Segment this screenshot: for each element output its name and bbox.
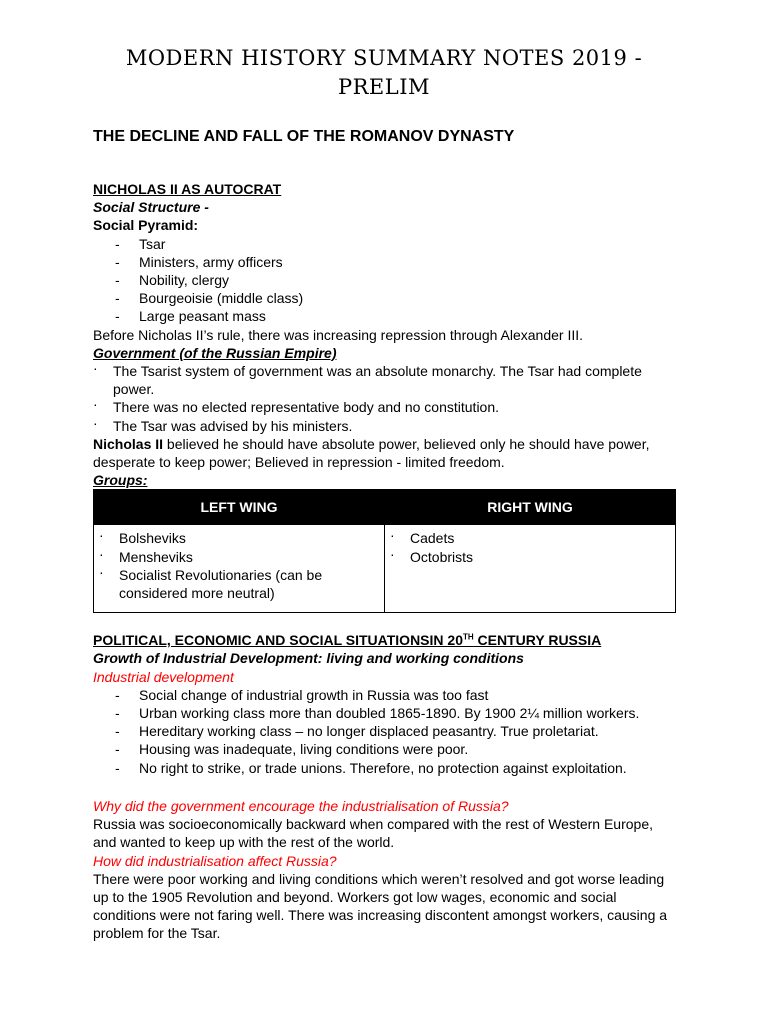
government-heading: Government (of the Russian Empire) <box>93 344 337 361</box>
list-item: - No right to strike, or trade unions. Therefore, no protection against exploitation. <box>93 759 678 777</box>
list-item: - Bourgeoisie (middle class) <box>93 289 678 307</box>
table-row <box>94 525 676 613</box>
list-item: · Socialist Revolutionaries (can be considered more neutral) <box>99 566 379 602</box>
list-item: · There was no elected representative body and no constitution. <box>93 398 678 416</box>
right-wing-header: RIGHT WING <box>385 490 676 525</box>
list-item: - Hereditary working class – no longer displaced peasantry. True proletariat. <box>93 722 678 740</box>
social-pyramid-list <box>93 235 678 326</box>
list-item: - Tsar <box>93 235 678 253</box>
situation-heading <box>93 631 678 649</box>
groups-table <box>93 489 676 613</box>
document-body <box>93 126 678 943</box>
list-item: - Nobility, clergy <box>93 271 678 289</box>
document-title: MODERN HISTORY SUMMARY NOTES 2019 - PRELIM <box>125 46 643 99</box>
left-wing-header: LEFT WING <box>94 490 385 525</box>
industrial-label: Industrial development <box>93 668 234 685</box>
right-wing-list <box>390 529 670 565</box>
answer-1: Russia was socioeconomically backward when compared with the rest of Western Europe, and wanted to keep up with the rest of the world. <box>93 816 653 851</box>
situation-heading-sup: TH <box>462 632 474 642</box>
list-item: - Large peasant mass <box>93 307 678 325</box>
nicholas-name: Nicholas II <box>93 435 164 452</box>
situation-heading-part1: POLITICAL, ECONOMIC AND SOCIAL SITUATIONSIN 20 <box>93 632 463 649</box>
list-item: · The Tsar was advised by his ministers. <box>93 417 678 435</box>
list-item: · The Tsarist system of government was an absolute monarchy. The Tsar had complete power. <box>93 362 678 398</box>
autocrat-heading: NICHOLAS II AS AUTOCRAT <box>93 181 282 197</box>
government-list <box>93 362 678 435</box>
industrial-list <box>93 686 678 777</box>
groups-heading: Groups: <box>93 472 148 489</box>
right-wing-cell <box>385 525 676 613</box>
left-wing-list <box>99 529 379 602</box>
section-title: THE DECLINE AND FALL OF THE ROMANOV DYNASTY <box>93 128 515 145</box>
before-rule-text: Before Nicholas II’s rule, there was increasing repression through Alexander III. <box>93 326 583 343</box>
growth-heading: Growth of Industrial Development: living and working conditions <box>93 650 524 667</box>
table-header-row <box>94 490 676 525</box>
social-pyramid-label: Social Pyramid: <box>93 217 199 234</box>
nicholas-belief-text: believed he should have absolute power, believed only he should have power, desperate to keep power; Believed in repression - limited freedom. <box>93 435 650 471</box>
list-item: · Bolsheviks <box>99 529 379 547</box>
list-item: - Social change of industrial growth in Russia was too fast <box>93 686 678 704</box>
question-2: How did industrialisation affect Russia? <box>93 852 337 869</box>
list-item: - Ministers, army officers <box>93 253 678 271</box>
list-item: · Cadets <box>390 529 670 547</box>
list-item: - Urban working class more than doubled 1865-1890. By 1900 2¼ million workers. <box>93 704 678 722</box>
social-structure-label: Social Structure - <box>93 199 209 216</box>
question-1: Why did the government encourage the industrialisation of Russia? <box>93 797 509 814</box>
list-item: · Octobrists <box>390 548 670 566</box>
left-wing-cell <box>94 525 385 613</box>
answer-2: There were poor working and living conditions which weren’t resolved and got worse leading up to the 1905 Revolution and beyond. Workers got low wages, economic and social conditions were not faring well. There was increasing discontent amongst workers, causing a problem for the Tsar. <box>93 870 668 942</box>
list-item: - Housing was inadequate, living conditions were poor. <box>93 740 678 758</box>
situation-heading-part2: CENTURY RUSSIA <box>473 632 602 649</box>
nicholas-belief-paragraph <box>93 435 678 471</box>
list-item: · Mensheviks <box>99 548 379 566</box>
